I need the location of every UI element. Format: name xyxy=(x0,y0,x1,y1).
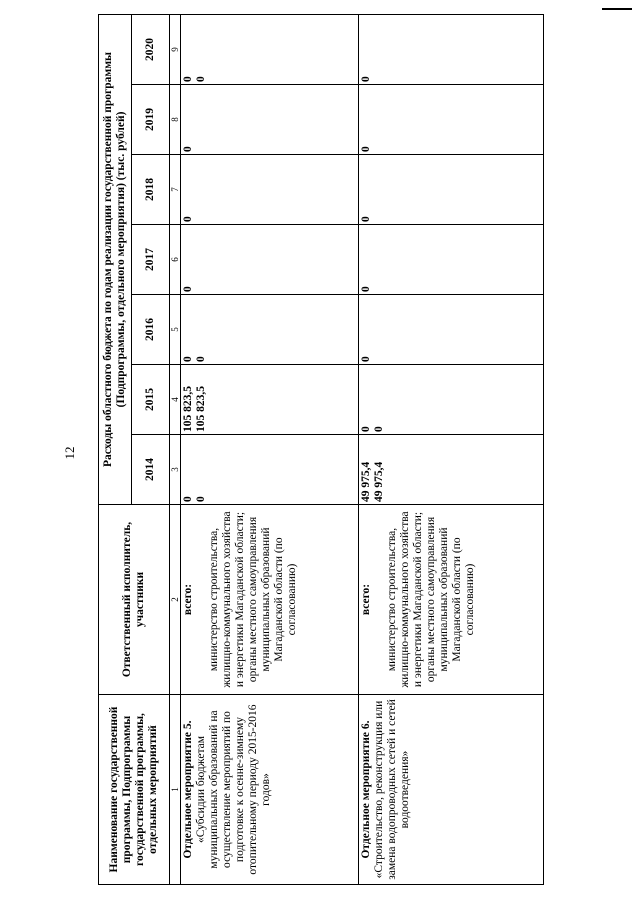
column-number: 9 xyxy=(170,14,181,84)
value-cell xyxy=(181,295,359,365)
measure-6-row xyxy=(359,14,544,884)
total-value: 49 975,4 xyxy=(360,461,372,502)
participant-value: 0 xyxy=(195,496,207,502)
participant-text: министерство строительства, жилищно-коммунального хозяйства и энергетики Магаданской области; органы местного самоуправления муниципальных образований Магаданской области (по согласованию) xyxy=(208,511,298,688)
total-value: 0 xyxy=(360,356,372,362)
column-number: 5 xyxy=(170,295,181,365)
header-row-main xyxy=(99,14,132,884)
measure-5-name-cell xyxy=(181,695,359,885)
value-cell xyxy=(181,225,359,295)
column-number: 2 xyxy=(170,505,181,695)
column-number: 8 xyxy=(170,85,181,155)
value-cell xyxy=(181,155,359,225)
header-year: 2017 xyxy=(132,225,170,295)
participant-value: 105 823,5 xyxy=(195,386,207,432)
value-cell xyxy=(181,365,359,435)
column-number: 6 xyxy=(170,225,181,295)
value-cell xyxy=(181,85,359,155)
total-value: 0 xyxy=(360,146,372,152)
participant-value: 0 xyxy=(373,426,385,432)
column-number: 4 xyxy=(170,365,181,435)
total-value: 0 xyxy=(360,76,372,82)
column-number: 7 xyxy=(170,155,181,225)
column-number-row xyxy=(170,14,181,884)
value-cell xyxy=(359,155,544,225)
header-year: 2016 xyxy=(132,295,170,365)
rotated-table-wrapper xyxy=(98,15,558,885)
measure-description: «Строительство, реконструкция или замена водопроводных сетей и сетей водоотведения» xyxy=(373,699,411,880)
value-cell xyxy=(359,14,544,84)
total-value: 0 xyxy=(360,426,372,432)
header-year: 2020 xyxy=(132,14,170,84)
total-value: 0 xyxy=(182,286,194,292)
measure-title: Отдельное мероприятие 6. xyxy=(360,720,372,859)
value-cell xyxy=(359,365,544,435)
total-value: 105 823,5 xyxy=(182,386,194,432)
total-label: всего: xyxy=(360,583,372,616)
measure-description: «Субсидии бюджетам муниципальных образований на осуществление мероприятий по подготовке к осенне-зимнему отопительному периоду 2015-2016 годов» xyxy=(195,704,272,875)
page-number: 12 xyxy=(62,446,77,460)
value-cell xyxy=(181,14,359,84)
total-value: 0 xyxy=(360,286,372,292)
total-value: 0 xyxy=(182,216,194,222)
value-cell xyxy=(359,85,544,155)
value-cell xyxy=(359,435,544,505)
total-value: 0 xyxy=(360,216,372,222)
total-value: 0 xyxy=(182,146,194,152)
total-value: 0 xyxy=(182,496,194,502)
measure-title: Отдельное мероприятие 5. xyxy=(182,720,194,859)
participant-value: 0 xyxy=(195,76,207,82)
header-expenses: Расходы областного бюджета по годам реализации государственной программы (Подпрограммы, отдельного мероприятия) (тыс. рублей) xyxy=(99,14,132,504)
participant-text: министерство строительства, жилищно-коммунального хозяйства и энергетики Магаданской области; органы местного самоуправления муниципальных образований Магаданской области (по согласованию) xyxy=(386,511,476,688)
total-value: 0 xyxy=(182,356,194,362)
measure-5-responsible-cell xyxy=(181,505,359,695)
column-number: 1 xyxy=(170,695,181,885)
header-responsible: Ответственный исполнитель, участники xyxy=(99,505,170,695)
top-edge-mark xyxy=(602,8,632,10)
header-year: 2015 xyxy=(132,365,170,435)
header-name: Наименование государственной программы, Подпрограммы государственной программы, отдельных мероприятий xyxy=(99,695,170,885)
measure-6-responsible-cell xyxy=(359,505,544,695)
value-cell xyxy=(359,295,544,365)
value-cell xyxy=(359,225,544,295)
measure-5-row xyxy=(181,14,359,884)
header-year: 2018 xyxy=(132,155,170,225)
total-label: всего: xyxy=(182,583,194,616)
header-year: 2014 xyxy=(132,435,170,505)
header-year: 2019 xyxy=(132,85,170,155)
participant-value: 0 xyxy=(195,356,207,362)
measure-6-name-cell xyxy=(359,695,544,885)
value-cell xyxy=(181,435,359,505)
participant-value: 49 975,4 xyxy=(373,461,385,502)
expenses-table xyxy=(98,14,544,885)
total-value: 0 xyxy=(182,76,194,82)
column-number: 3 xyxy=(170,435,181,505)
